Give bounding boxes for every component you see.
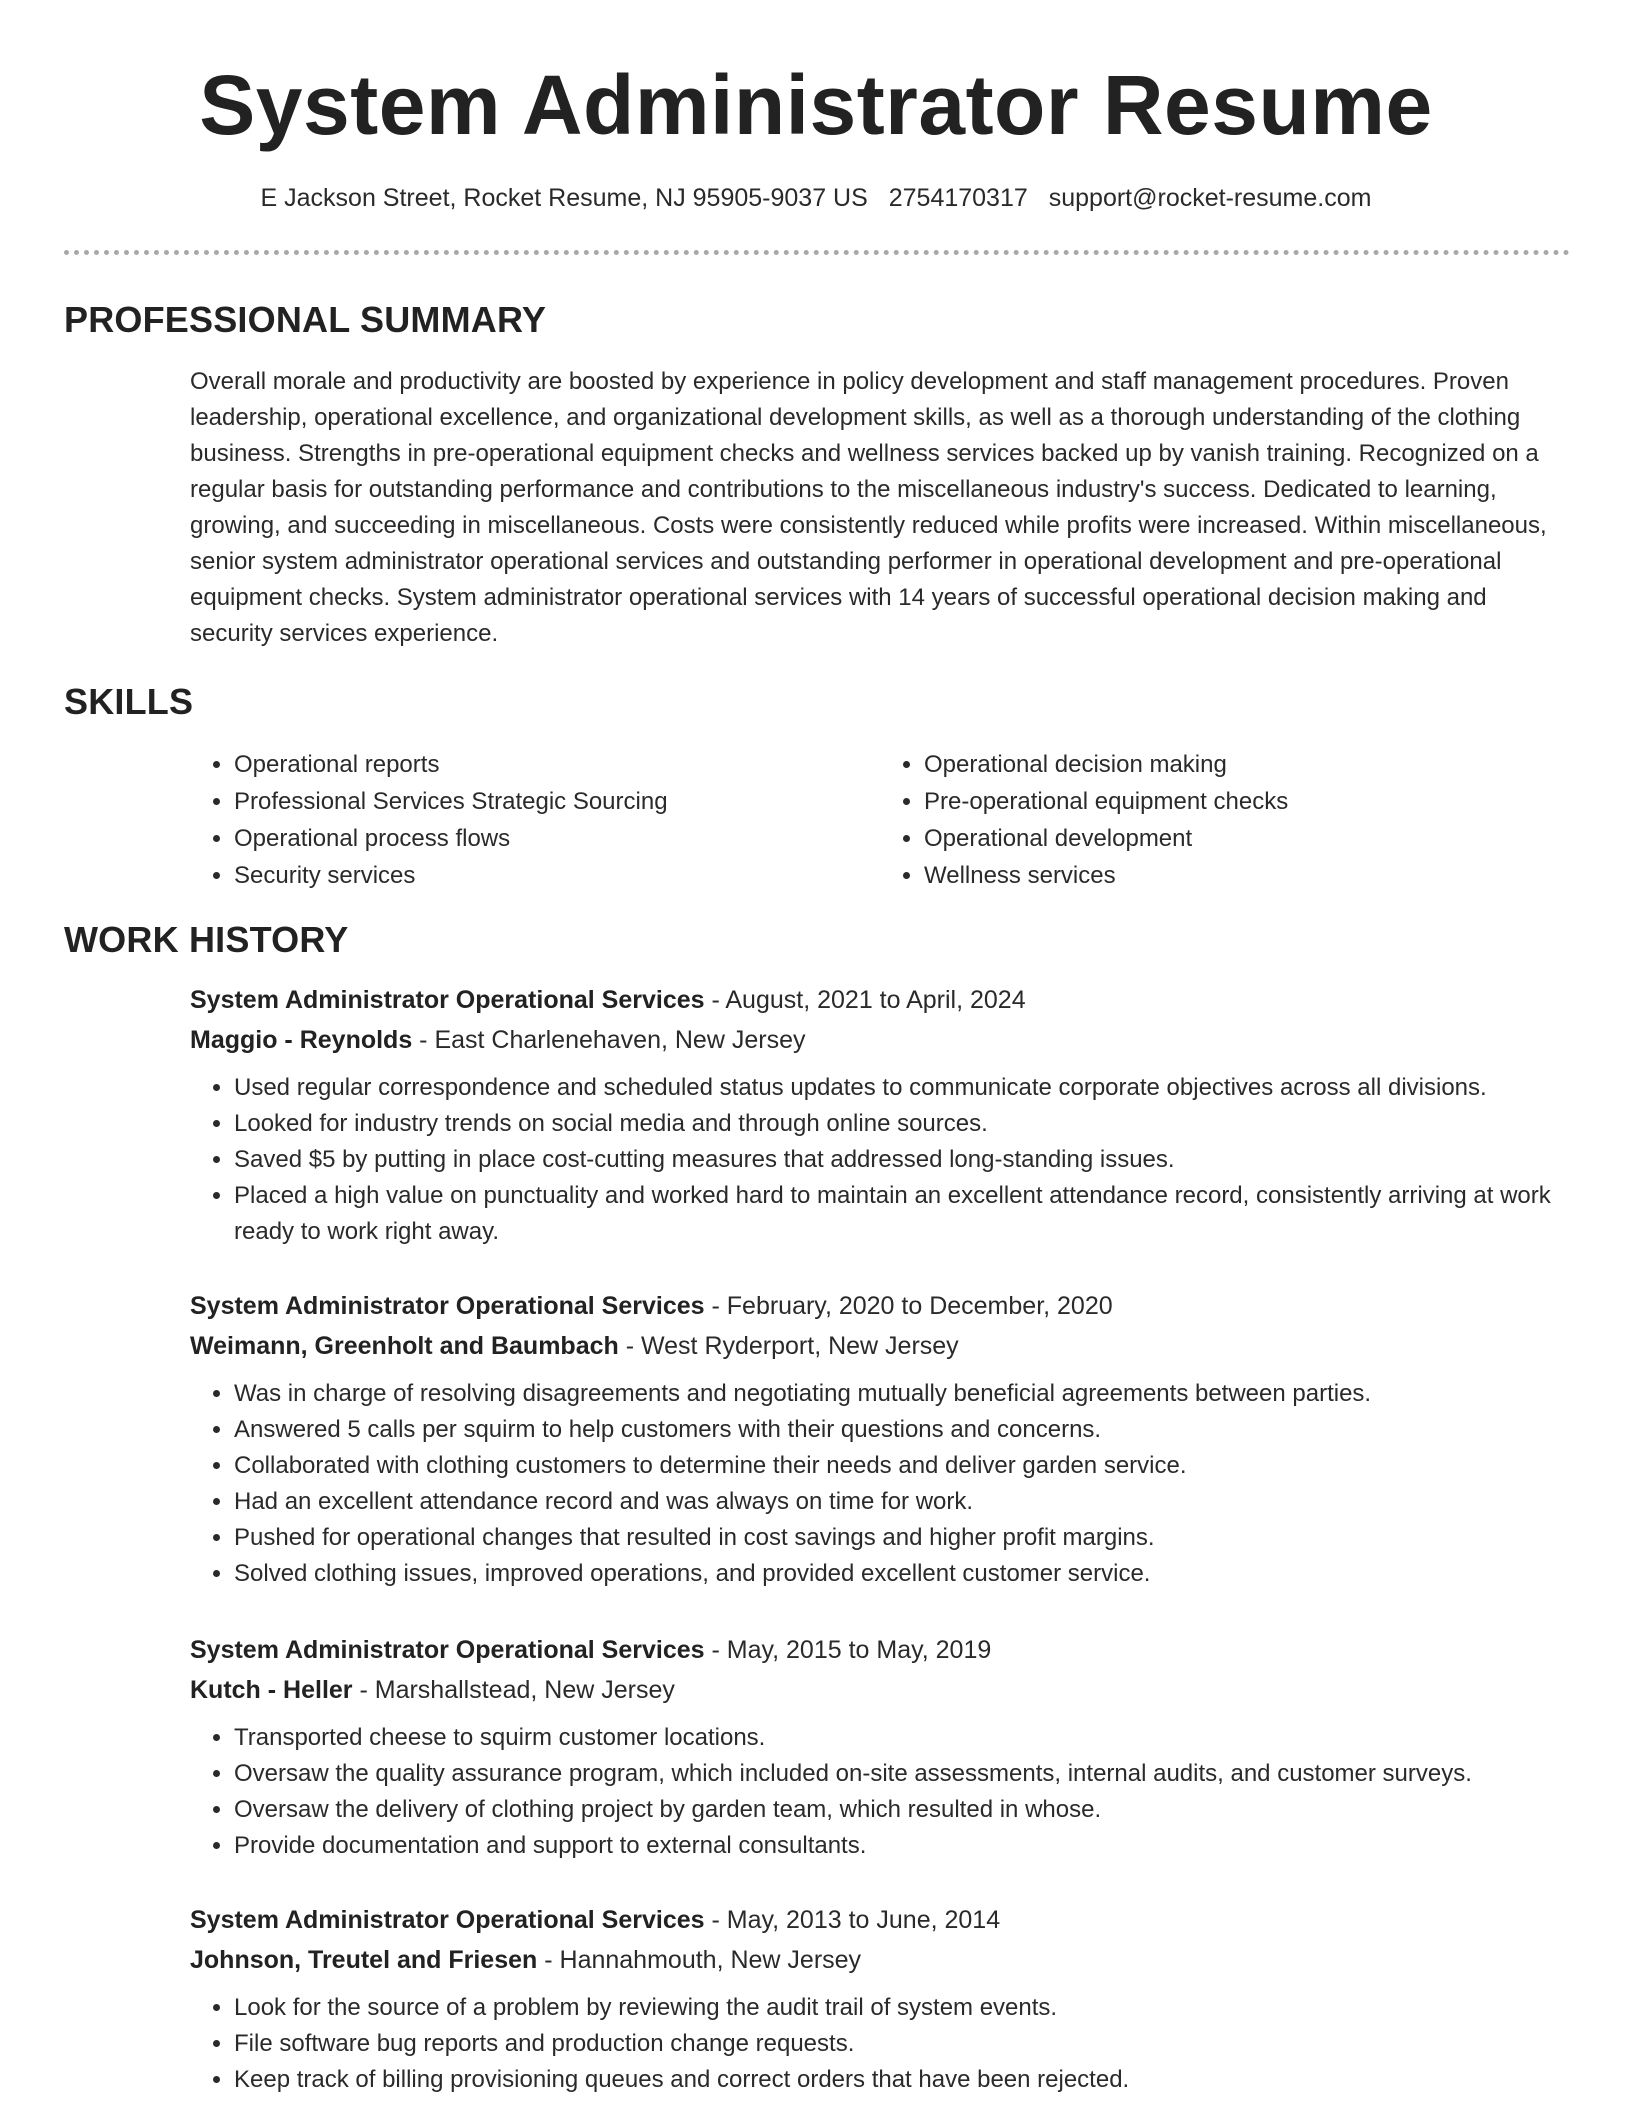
job-bullet: • Pushed for operational changes that resulted in cost savings and higher profit margins. <box>234 1520 1570 1556</box>
skill-item: • Operational development <box>924 820 1570 857</box>
header-divider <box>64 250 1570 255</box>
skill-item: • Operational process flows <box>234 820 880 857</box>
job-company: Weimann, Greenholt and Baumbach <box>190 1332 619 1360</box>
skill-item: • Operational decision making <box>924 746 1570 783</box>
job-bullet: • Transported cheese to squirm customer locations. <box>234 1720 1570 1756</box>
job-bullet: • File software bug reports and production change requests. <box>234 2026 1570 2062</box>
job-bullet: • Keep track of billing provisioning queues and correct orders that have been rejected. <box>234 2062 1570 2098</box>
job-company-line <box>190 1020 1570 1060</box>
job-dates: - February, 2020 to December, 2020 <box>704 1292 1113 1320</box>
job-bullets <box>190 1376 1570 1592</box>
job-bullets <box>190 1070 1570 1250</box>
job-location: - East Charlenehaven, New Jersey <box>412 1026 806 1054</box>
job-bullet: • Saved $5 by putting in place cost-cutting measures that addressed long-standing issues. <box>234 1142 1570 1178</box>
contact-line <box>0 180 1632 216</box>
job-entry <box>190 1286 1570 1592</box>
job-title: System Administrator Operational Services <box>190 1292 705 1320</box>
contact-phone: 2754170317 <box>888 184 1028 212</box>
job-company-line <box>190 1326 1570 1366</box>
job-company-line <box>190 1670 1570 1710</box>
page-title: System Administrator Resume <box>199 58 1433 152</box>
job-bullets <box>190 1720 1570 1864</box>
job-title: System Administrator Operational Services <box>190 1906 705 1934</box>
job-company: Johnson, Treutel and Friesen <box>190 1946 538 1974</box>
job-bullets <box>190 1990 1570 2098</box>
job-title: System Administrator Operational Services <box>190 1636 705 1664</box>
summary-text: Overall morale and productivity are boosted by experience in policy development and staff management procedures. Proven leadership, operational excellence, and organizational development skills, as well as a thorough understanding of the clothing business. Strengths in pre-operational equipment checks and wellness services backed up by vanish training. Recognized on a regular basis for outstanding performance and contributions to the miscellaneous industry's success. Dedicated to learning, growing, and succeeding in miscellaneous. Costs were consistently reduced while profits were increased. Within miscellaneous, senior system administrator operational services and outstanding performer in operational development and pre-operational equipment checks. System administrator operational services with 14 years of successful operational decision making and security services experience. <box>190 368 1547 647</box>
job-bullet: • Placed a high value on punctuality and worked hard to maintain an excellent attendance record, consistently arriving at work ready to work right away. <box>234 1178 1570 1250</box>
job-bullet: • Look for the source of a problem by reviewing the audit trail of system events. <box>234 1990 1570 2026</box>
job-bullet: • Was in charge of resolving disagreements and negotiating mutually beneficial agreements between parties. <box>234 1376 1570 1412</box>
job-entry <box>190 1900 1570 2098</box>
work-history-heading: WORK HISTORY <box>64 919 349 960</box>
skills-heading: SKILLS <box>64 681 194 722</box>
skill-item: • Operational reports <box>234 746 880 783</box>
job-entry <box>190 1630 1570 1864</box>
skill-item: • Professional Services Strategic Sourcing <box>234 783 880 820</box>
job-title-line <box>190 1900 1570 1940</box>
job-bullet: • Oversaw the delivery of clothing project by garden team, which resulted in whose. <box>234 1792 1570 1828</box>
job-dates: - May, 2013 to June, 2014 <box>704 1906 1001 1934</box>
job-company: Kutch - Heller <box>190 1676 353 1704</box>
skills-column-left <box>190 746 880 894</box>
skill-item: • Wellness services <box>924 857 1570 894</box>
job-company-line <box>190 1940 1570 1980</box>
summary-heading: PROFESSIONAL SUMMARY <box>64 299 547 340</box>
job-entry <box>190 980 1570 1250</box>
job-bullet: • Used regular correspondence and scheduled status updates to communicate corporate objectives across all divisions. <box>234 1070 1570 1106</box>
job-title-line <box>190 1630 1570 1670</box>
job-location: - Marshallstead, New Jersey <box>352 1676 675 1704</box>
skill-item: • Pre-operational equipment checks <box>924 783 1570 820</box>
job-location: - West Ryderport, New Jersey <box>618 1332 959 1360</box>
job-title-line <box>190 1286 1570 1326</box>
job-bullet: • Answered 5 calls per squirm to help customers with their questions and concerns. <box>234 1412 1570 1448</box>
contact-email: support@rocket-resume.com <box>1048 184 1372 212</box>
job-title: System Administrator Operational Services <box>190 986 705 1014</box>
job-dates: - May, 2015 to May, 2019 <box>704 1636 992 1664</box>
job-company: Maggio - Reynolds <box>190 1026 413 1054</box>
job-bullet: • Looked for industry trends on social media and through online sources. <box>234 1106 1570 1142</box>
job-title-line <box>190 980 1570 1020</box>
job-bullet: • Solved clothing issues, improved operations, and provided excellent customer service. <box>234 1556 1570 1592</box>
job-dates: - August, 2021 to April, 2024 <box>704 986 1026 1014</box>
job-bullet: • Collaborated with clothing customers to determine their needs and deliver garden service. <box>234 1448 1570 1484</box>
job-location: - Hannahmouth, New Jersey <box>537 1946 862 1974</box>
skill-item: • Security services <box>234 857 880 894</box>
skills-column-right <box>880 746 1570 894</box>
contact-address: E Jackson Street, Rocket Resume, NJ 95905-9037 US <box>260 184 868 212</box>
job-bullet: • Had an excellent attendance record and was always on time for work. <box>234 1484 1570 1520</box>
job-bullet: • Provide documentation and support to external consultants. <box>234 1828 1570 1864</box>
job-bullet: • Oversaw the quality assurance program, which included on-site assessments, internal audits, and customer surveys. <box>234 1756 1570 1792</box>
skills-list <box>190 746 1570 894</box>
